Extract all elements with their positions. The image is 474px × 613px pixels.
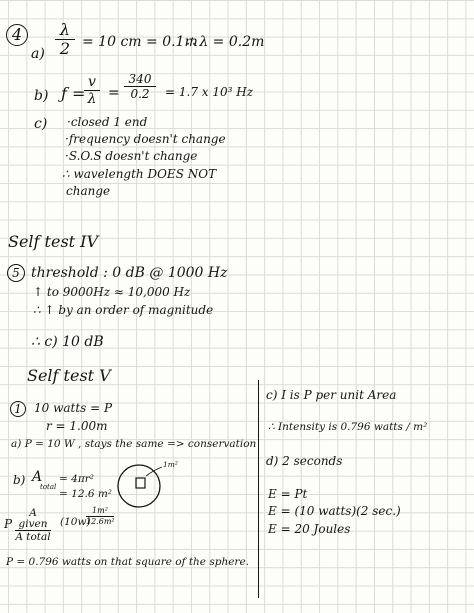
q4-c-label: c) xyxy=(34,116,48,132)
given-radius: r = 1.00m xyxy=(46,419,108,433)
frequency-increase-line: ↑ to 9000Hz ≈ 10,000 Hz xyxy=(33,285,191,299)
power-label: P xyxy=(4,517,13,531)
area-total: A total xyxy=(15,531,51,543)
energy-result: E = 20 Joules xyxy=(268,522,351,536)
square-over-total-fraction xyxy=(86,507,114,526)
square-area: 1m² xyxy=(92,506,108,515)
question-5-number: 5 xyxy=(7,264,25,282)
energy-substitution: E = (10 watts)(2 sec.) xyxy=(268,504,401,518)
lambda-symbol: λ xyxy=(59,20,71,39)
denominator-02: 0.2 xyxy=(130,87,150,101)
part-a-answer: a) P = 10 W , stays the same => conservation xyxy=(11,438,257,450)
self-test-4-answer: ∴ c) 10 dB xyxy=(31,334,104,350)
order-of-magnitude-line: ∴ ↑ by an order of magnitude xyxy=(33,303,214,317)
part-d-time: d) 2 seconds xyxy=(266,454,343,468)
part-b-label: b) xyxy=(13,473,26,487)
q4-b-label: b) xyxy=(34,88,49,104)
self-test-5-title: Self test V xyxy=(27,366,111,385)
area-value: = 12.6 m² xyxy=(59,488,113,500)
q4-c-line-5: change xyxy=(66,184,111,198)
q4-a-equation: = 10 cm = 0.1m xyxy=(82,34,198,50)
q4-c-line-4: ∴ wavelength DOES NOT xyxy=(62,167,217,181)
question-1-number: 1 xyxy=(10,401,26,417)
threshold-line: threshold : 0 dB @ 1000 Hz xyxy=(31,265,228,281)
area-symbol: A xyxy=(32,469,43,485)
q4-b-numeric-fraction xyxy=(124,73,156,100)
q4-b-result: = 1.7 x 10³ Hz xyxy=(165,85,254,99)
numerator-340: 340 xyxy=(128,72,152,86)
power-conclusion: P = 0.796 watts on that square of the sphere. xyxy=(6,556,250,568)
self-test-4-title: Self test IV xyxy=(8,232,99,251)
q4-c-line-3: ·S.O.S doesn't change xyxy=(65,149,198,163)
square-area-label: 1m² xyxy=(163,460,178,469)
q4-c-line-1: ·closed 1 end xyxy=(67,115,148,129)
column-divider xyxy=(258,380,259,598)
part-c-intensity-definition: c) I is P per unit Area xyxy=(266,388,397,402)
power-value: (10w) xyxy=(60,516,91,528)
denominator-two: 2 xyxy=(59,39,71,58)
v-symbol: v xyxy=(88,74,96,90)
total-area: 12.6m² xyxy=(86,517,115,526)
area-ratio-fraction xyxy=(15,508,51,543)
area-subscript-total: total xyxy=(40,483,57,491)
q4-c-line-2: ·frequency doesn't change xyxy=(65,132,226,146)
q4-a-result: ∴ λ = 0.2m xyxy=(186,34,265,50)
area-given: A given xyxy=(18,507,48,530)
q4-b-equals: = xyxy=(108,85,120,101)
q4-a-fraction xyxy=(55,22,75,57)
q4-b-v-over-lambda xyxy=(84,75,100,106)
area-formula: = 4πr² xyxy=(59,473,94,485)
given-power: 10 watts = P xyxy=(34,401,113,415)
q4-b-f: ƒ = xyxy=(61,84,86,103)
part-c-intensity-result: ∴ Intensity is 0.796 watts / m² xyxy=(268,421,428,433)
lambda-symbol: λ xyxy=(87,91,97,107)
q4-a-label: a) xyxy=(31,46,45,62)
energy-formula: E = Pt xyxy=(268,487,308,501)
question-4-number: 4 xyxy=(6,24,28,46)
